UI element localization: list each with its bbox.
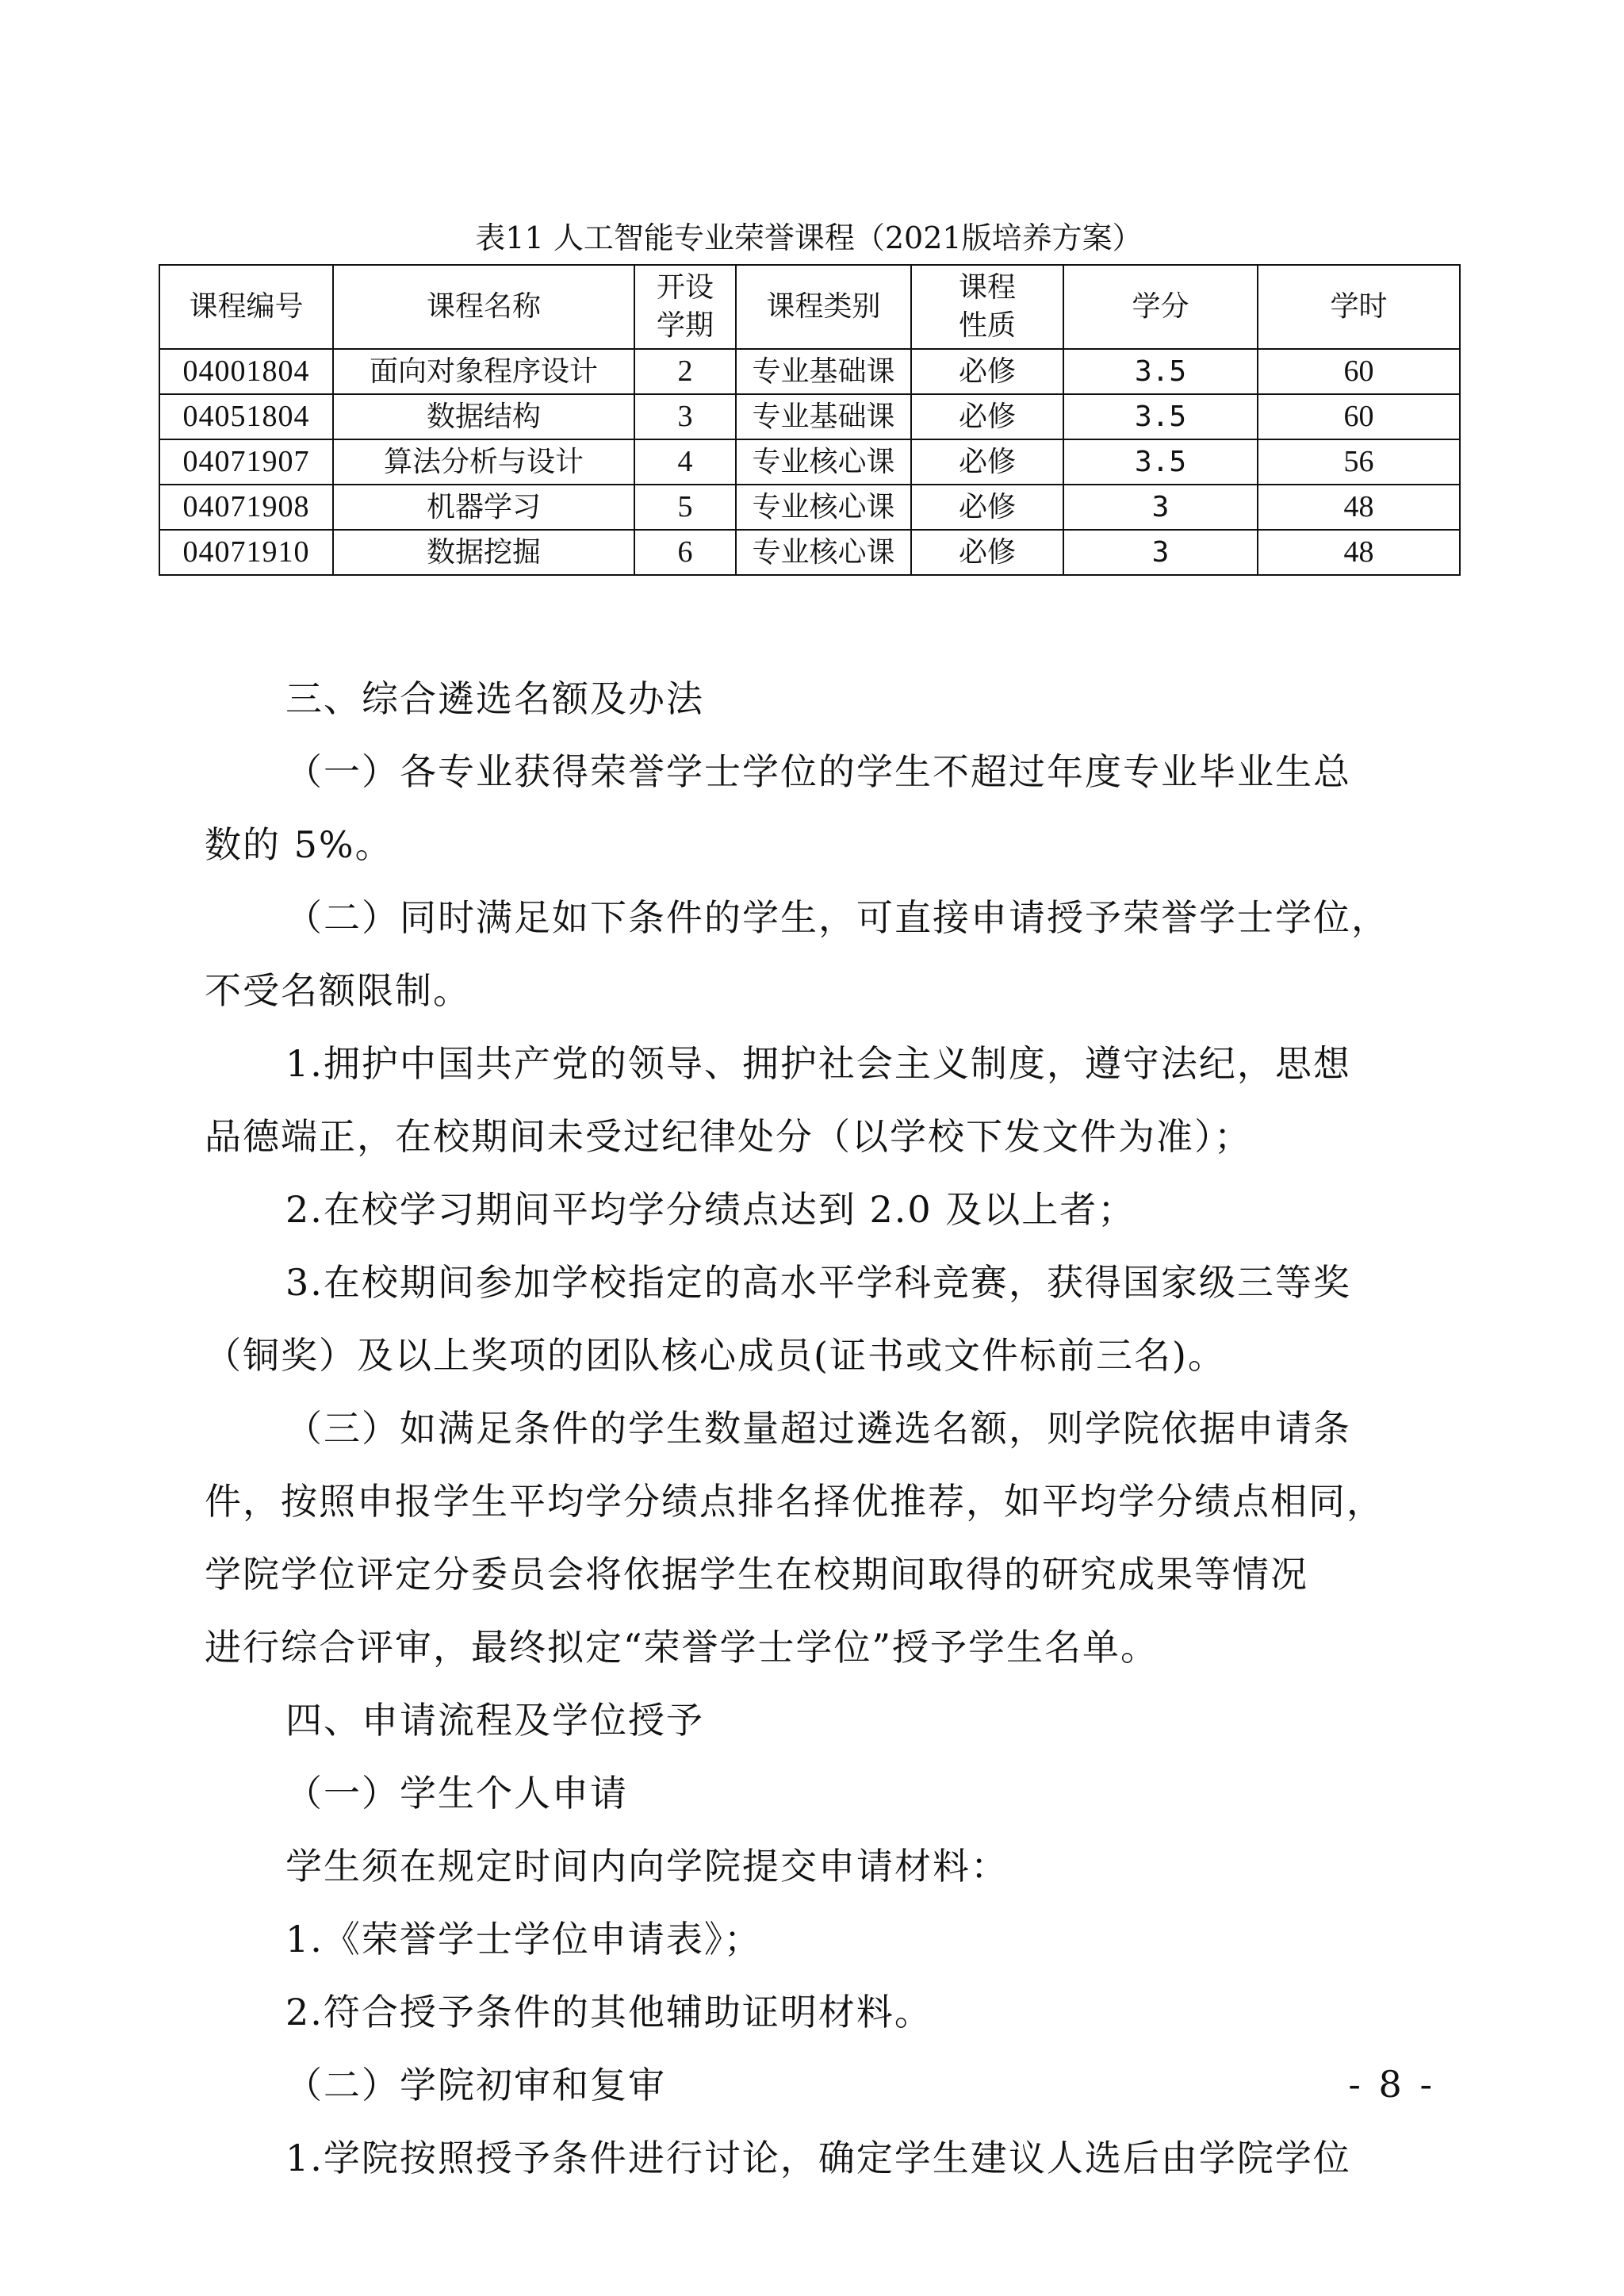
credits-cell: 3.5 — [1063, 349, 1258, 394]
semester-cell: 2 — [634, 349, 736, 394]
list-item: 1.《荣誉学士学位申请表》； — [285, 1918, 762, 1961]
subsection-heading: （二）学院初审和复审 — [285, 2064, 666, 2106]
credits-cell: 3 — [1063, 485, 1258, 530]
nature-cell: 必修 — [911, 394, 1063, 439]
course-name-cell: 算法分析与设计 — [333, 439, 634, 485]
table-row — [159, 439, 1460, 485]
course-code-cell: 04071907 — [159, 439, 333, 485]
list-item: 1.学院按照授予条件进行讨论，确定学生建议人选后由学院学位 — [285, 2137, 1351, 2179]
table-row — [159, 530, 1460, 575]
nature-cell: 必修 — [911, 349, 1063, 394]
list-item: 2.符合授予条件的其他辅助证明材料。 — [285, 1991, 933, 2033]
course-code-cell: 04071908 — [159, 485, 333, 530]
course-name-cell: 面向对象程序设计 — [333, 349, 634, 394]
nature-cell: 必修 — [911, 439, 1063, 485]
hours-cell: 60 — [1258, 394, 1460, 439]
hours-cell: 56 — [1258, 439, 1460, 485]
paragraph-line: 1.拥护中国共产党的领导、拥护社会主义制度，遵守法纪，思想 — [285, 1042, 1351, 1085]
hours-cell: 48 — [1258, 485, 1460, 530]
paragraph-line: （三）如满足条件的学生数量超过遴选名额，则学院依据申请条 — [285, 1407, 1351, 1450]
credits-cell: 3 — [1063, 530, 1258, 575]
table-row — [159, 394, 1460, 439]
course-name-cell: 机器学习 — [333, 485, 634, 530]
nature-cell: 必修 — [911, 485, 1063, 530]
semester-cell: 4 — [634, 439, 736, 485]
table-row — [159, 349, 1460, 394]
page-number: - 8 - — [1348, 2063, 1435, 2106]
course-code-cell: 04071910 — [159, 530, 333, 575]
category-cell: 专业核心课 — [736, 530, 911, 575]
header-course-category: 课程类别 — [736, 265, 911, 349]
paragraph-line: 进行综合评审，最终拟定“荣誉学士学位”授予学生名单。 — [205, 1626, 1159, 1669]
category-cell: 专业基础课 — [736, 349, 911, 394]
subsection-heading: （一）学生个人申请 — [285, 1772, 628, 1815]
nature-cell: 必修 — [911, 530, 1063, 575]
body-text — [205, 662, 1434, 2194]
category-cell: 专业核心课 — [736, 485, 911, 530]
paragraph-line: 品德端正，在校期间未受过纪律处分（以学校下发文件为准）； — [205, 1115, 1252, 1158]
paragraph-line: （一）各专业获得荣誉学士学位的学生不超过年度专业毕业生总 — [285, 750, 1351, 793]
course-name-cell: 数据挖掘 — [333, 530, 634, 575]
section-heading: 四、申请流程及学位授予 — [285, 1699, 704, 1742]
category-cell: 专业基础课 — [736, 394, 911, 439]
paragraph-line: （铜奖）及以上奖项的团队核心成员(证书或文件标前三名)。 — [205, 1334, 1226, 1377]
course-code-cell: 04001804 — [159, 349, 333, 394]
paragraph-line: （二）同时满足如下条件的学生，可直接申请授予荣誉学士学位， — [285, 896, 1389, 939]
header-course-code: 课程编号 — [159, 265, 333, 349]
hours-cell: 48 — [1258, 530, 1460, 575]
semester-cell: 3 — [634, 394, 736, 439]
paragraph-line: 学生须在规定时间内向学院提交申请材料： — [285, 1845, 1009, 1888]
section-heading: 三、综合遴选名额及办法 — [285, 677, 704, 720]
paragraph-line: 件，按照申报学生平均学分绩点排名择优推荐，如平均学分绩点相同， — [205, 1480, 1385, 1523]
paragraph-line: 不受名额限制。 — [205, 969, 471, 1012]
paragraph-line: 3.在校期间参加学校指定的高水平学科竞赛，获得国家级三等奖 — [285, 1261, 1351, 1304]
table-header-row — [159, 265, 1460, 349]
paragraph-line: 2.在校学习期间平均学分绩点达到 2.0 及以上者； — [285, 1188, 1136, 1231]
course-name-cell: 数据结构 — [333, 394, 634, 439]
header-semester: 开设 学期 — [634, 265, 736, 349]
table-title: 表11 人工智能专业荣誉课程（2021版培养方案） — [475, 220, 1143, 255]
course-code-cell: 04051804 — [159, 394, 333, 439]
header-hours: 学时 — [1258, 265, 1460, 349]
header-credits: 学分 — [1063, 265, 1258, 349]
credits-cell: 3.5 — [1063, 439, 1258, 485]
semester-cell: 5 — [634, 485, 736, 530]
credits-cell: 3.5 — [1063, 394, 1258, 439]
header-course-name: 课程名称 — [333, 265, 634, 349]
category-cell: 专业核心课 — [736, 439, 911, 485]
honor-courses-table — [159, 264, 1461, 576]
header-course-nature: 课程 性质 — [911, 265, 1063, 349]
hours-cell: 60 — [1258, 349, 1460, 394]
paragraph-line: 学院学位评定分委员会将依据学生在校期间取得的研究成果等情况 — [205, 1553, 1308, 1596]
table-row — [159, 485, 1460, 530]
semester-cell: 6 — [634, 530, 736, 575]
paragraph-line: 数的 5%。 — [205, 823, 393, 866]
